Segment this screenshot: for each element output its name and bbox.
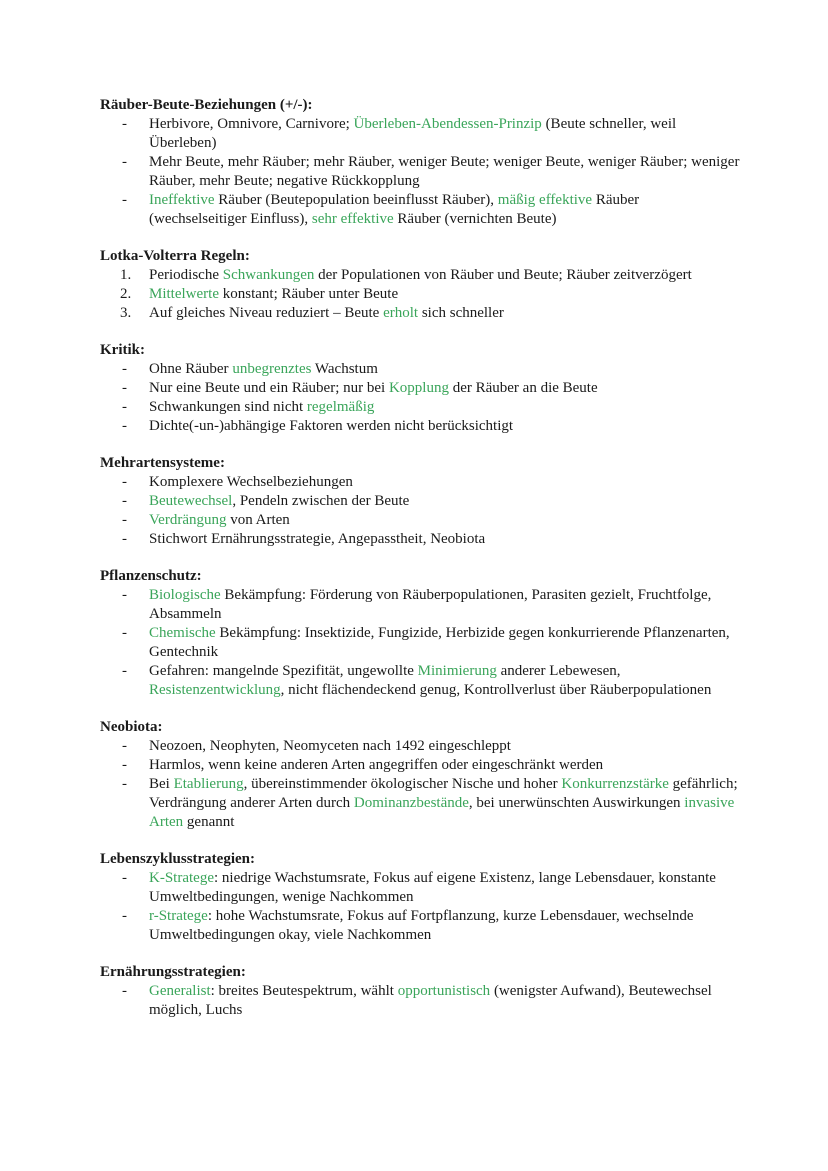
- section: [100, 963, 740, 1020]
- list-item: [100, 869, 740, 907]
- bullet-dash: -: [122, 380, 127, 396]
- list-item: [100, 624, 740, 662]
- section: [100, 850, 740, 945]
- text-run: Bekämpfung: Förderung von Räuberpopulationen, Parasiten gezielt, Fruchtfolge, Absammeln: [149, 587, 712, 622]
- bullet-dash: -: [122, 738, 127, 754]
- section-heading: Lotka-Volterra Regeln:: [100, 248, 250, 264]
- list-item: [100, 530, 740, 549]
- section: [100, 454, 740, 549]
- text-run: , Pendeln zwischen der Beute: [232, 493, 410, 509]
- bullet-dash: -: [122, 154, 127, 170]
- text-run: Herbivore, Omnivore, Carnivore;: [149, 116, 354, 132]
- list-item: [100, 907, 740, 945]
- section-heading: Pflanzenschutz:: [100, 568, 202, 584]
- text-run: Dichte(-un-)abhängige Faktoren werden nicht berücksichtigt: [149, 418, 514, 434]
- text-run: , bei unerwünschten Auswirkungen: [468, 795, 685, 811]
- bullet-list: [100, 473, 740, 549]
- text-run: von Arten: [226, 512, 290, 528]
- bullet-dash: -: [122, 399, 127, 415]
- list-item: [100, 266, 740, 285]
- bullet-list: [100, 586, 740, 700]
- text-run: (Beute schneller, weil Überleben): [149, 116, 677, 151]
- highlighted-term: invasive Arten: [149, 795, 735, 830]
- highlighted-term: opportunistisch: [397, 983, 491, 999]
- list-item: [100, 473, 740, 492]
- text-run: Mehr Beute, mehr Räuber; mehr Räuber, weniger Beute; weniger Beute, weniger Räuber; weniger Räuber, mehr Beute; negative Rückkopplung: [149, 154, 740, 189]
- text-run: Bekämpfung: Insektizide, Fungizide, Herbizide gegen konkurrierende Pflanzenarten, Gentechnik: [149, 625, 730, 660]
- list-item: [100, 756, 740, 775]
- text-run: Auf gleiches Niveau reduziert – Beute: [149, 305, 384, 321]
- text-run: Gefahren: mangelnde Spezifität, ungewollte: [149, 663, 418, 679]
- list-item: [100, 511, 740, 530]
- list-item: [100, 360, 740, 379]
- highlighted-term: Ineffektive: [149, 192, 215, 208]
- highlighted-term: Überleben-Abendessen-Prinzip: [353, 116, 542, 132]
- highlighted-term: mäßig effektive: [497, 192, 593, 208]
- highlighted-term: Dominanzbestände: [353, 795, 469, 811]
- bullet-dash: -: [122, 908, 127, 924]
- text-run: : niedrige Wachstumsrate, Fokus auf eigene Existenz, lange Lebensdauer, konstante Umweltbedingungen, wenige Nachkommen: [149, 870, 716, 905]
- bullet-dash: -: [122, 870, 127, 886]
- text-run: Bei: [149, 776, 174, 792]
- bullet-dash: -: [122, 587, 127, 603]
- section-heading: Mehrartensysteme:: [100, 455, 225, 471]
- bullet-dash: -: [122, 192, 127, 208]
- list-item: [100, 379, 740, 398]
- text-run: Räuber (vernichten Beute): [393, 211, 557, 227]
- text-run: konstant; Räuber unter Beute: [218, 286, 399, 302]
- list-item: [100, 662, 740, 700]
- bullet-dash: -: [122, 625, 127, 641]
- section-heading: Lebenszyklusstrategien:: [100, 851, 255, 867]
- list-item: [100, 417, 740, 436]
- text-run: , nicht flächendeckend genug, Kontrollverlust über Räuberpopulationen: [280, 682, 712, 698]
- bullet-list: [100, 982, 740, 1020]
- bullet-dash: -: [122, 116, 127, 132]
- text-run: der Populationen von Räuber und Beute; Räuber zeitverzögert: [314, 267, 692, 283]
- highlighted-term: r-Stratege: [149, 908, 208, 924]
- bullet-dash: -: [122, 757, 127, 773]
- section-heading: Kritik:: [100, 342, 145, 358]
- list-item: [100, 982, 740, 1020]
- text-run: (wenigster Aufwand), Beutewechsel möglich, Luchs: [149, 983, 712, 1018]
- section: [100, 341, 740, 436]
- highlighted-term: Chemische: [149, 625, 216, 641]
- highlighted-term: Beutewechsel: [149, 493, 233, 509]
- highlighted-term: Resistenzentwicklung: [149, 682, 281, 698]
- list-item: [100, 285, 740, 304]
- text-run: Periodische: [149, 267, 223, 283]
- bullet-dash: -: [122, 983, 127, 999]
- list-item: [100, 398, 740, 417]
- bullet-list: [100, 869, 740, 945]
- highlighted-term: Minimierung: [417, 663, 497, 679]
- text-run: Schwankungen sind nicht: [149, 399, 307, 415]
- highlighted-term: regelmäßig: [306, 399, 375, 415]
- highlighted-term: Verdrängung: [149, 512, 227, 528]
- highlighted-term: Biologische: [149, 587, 221, 603]
- bullet-dash: -: [122, 512, 127, 528]
- text-run: Ohne Räuber: [149, 361, 233, 377]
- highlighted-term: Etablierung: [173, 776, 244, 792]
- text-run: anderer Lebewesen,: [496, 663, 621, 679]
- text-run: : hohe Wachstumsrate, Fokus auf Fortpflanzung, kurze Lebensdauer, wechselnde Umweltbedingungen okay, viele Nachkommen: [149, 908, 694, 943]
- text-run: Neozoen, Neophyten, Neomyceten nach 1492 eingeschleppt: [149, 738, 511, 754]
- section: [100, 247, 740, 323]
- section-heading: Räuber-Beute-Beziehungen (+/-):: [100, 97, 313, 113]
- text-run: , übereinstimmender ökologischer Nische und hoher: [243, 776, 562, 792]
- text-run: gefährlich; Verdrängung anderer Arten durch: [149, 776, 738, 811]
- list-item: [100, 191, 740, 229]
- list-item: [100, 153, 740, 191]
- document-content: [100, 96, 740, 1038]
- bullet-dash: -: [122, 776, 127, 792]
- text-run: Nur eine Beute und ein Räuber; nur bei: [149, 380, 389, 396]
- section: [100, 567, 740, 700]
- highlighted-term: Konkurrenzstärke: [561, 776, 669, 792]
- bullet-dash: -: [122, 663, 127, 679]
- section-heading: Ernährungsstrategien:: [100, 964, 246, 980]
- list-item: [100, 492, 740, 511]
- bullet-dash: -: [122, 493, 127, 509]
- text-run: genannt: [183, 814, 235, 830]
- bullet-dash: -: [122, 418, 127, 434]
- section: [100, 718, 740, 832]
- text-run: Harmlos, wenn keine anderen Arten angegriffen oder eingeschränkt werden: [149, 757, 604, 773]
- list-item: [100, 586, 740, 624]
- section: [100, 96, 740, 229]
- highlighted-term: K-Stratege: [149, 870, 214, 886]
- bullet-list: [100, 115, 740, 229]
- highlighted-term: sehr effektive: [311, 211, 394, 227]
- section-heading: Neobiota:: [100, 719, 163, 735]
- bullet-dash: -: [122, 474, 127, 490]
- text-run: Räuber (wechselseitiger Einfluss),: [149, 192, 640, 227]
- bullet-list: [100, 737, 740, 832]
- bullet-dash: -: [122, 531, 127, 547]
- list-item: [100, 304, 740, 323]
- highlighted-term: Mittelwerte: [149, 286, 219, 302]
- highlighted-term: Schwankungen: [222, 267, 315, 283]
- highlighted-term: Generalist: [149, 983, 211, 999]
- text-run: sich schneller: [418, 305, 504, 321]
- item-number: 2.: [120, 286, 132, 302]
- bullet-dash: -: [122, 361, 127, 377]
- list-item: [100, 775, 740, 832]
- text-run: Wachstum: [311, 361, 378, 377]
- text-run: Räuber (Beutepopulation beeinflusst Räuber),: [214, 192, 498, 208]
- bullet-list: [100, 360, 740, 436]
- item-number: 1.: [120, 267, 132, 283]
- highlighted-term: unbegrenztes: [232, 361, 312, 377]
- item-number: 3.: [120, 305, 132, 321]
- text-run: Stichwort Ernährungsstrategie, Angepasstheit, Neobiota: [149, 531, 486, 547]
- list-item: [100, 115, 740, 153]
- text-run: der Räuber an die Beute: [448, 380, 598, 396]
- numbered-list: [100, 266, 740, 323]
- highlighted-term: Kopplung: [388, 380, 449, 396]
- highlighted-term: erholt: [383, 305, 419, 321]
- text-run: : breites Beutespektrum, wählt: [210, 983, 398, 999]
- text-run: Komplexere Wechselbeziehungen: [149, 474, 353, 490]
- list-item: [100, 737, 740, 756]
